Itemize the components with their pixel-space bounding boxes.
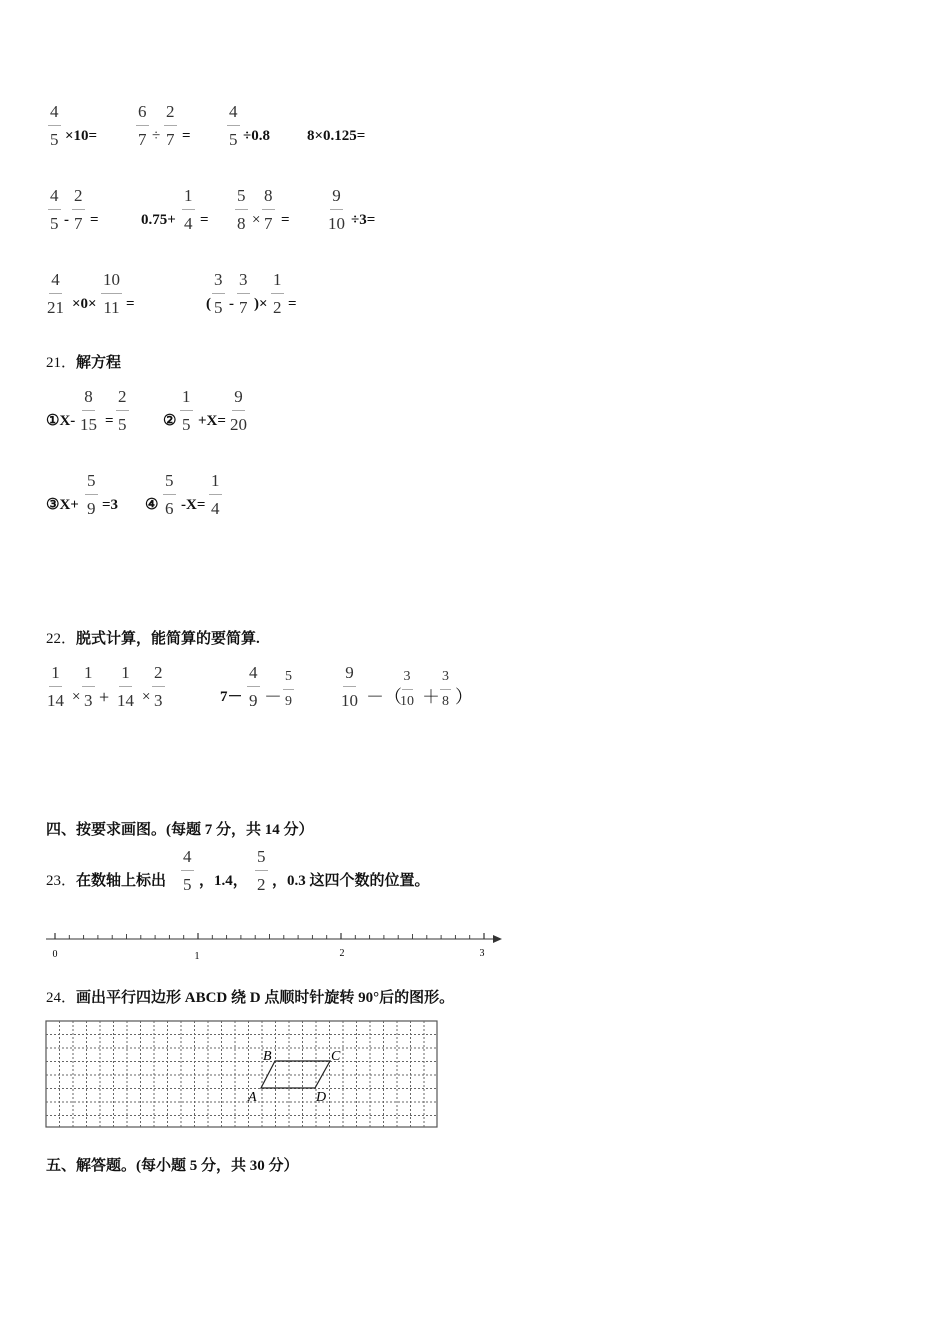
fraction: 1 2: [273, 270, 282, 317]
fraction: 4 9: [249, 663, 258, 710]
vertex-label-b: B: [263, 1049, 272, 1064]
equation-prefix: ①X-: [46, 413, 76, 429]
fraction: 2 5: [118, 387, 127, 434]
operator-text: +X=: [198, 413, 226, 429]
question-23-prefix: 23．在数轴上标出: [46, 873, 167, 889]
operator-text: -: [64, 212, 69, 228]
operator-text: =: [126, 296, 135, 312]
operator-text: 8×0.125=: [307, 128, 366, 144]
operator-text: ×: [142, 689, 151, 705]
fraction: 9 10: [341, 663, 358, 710]
fraction: 5 9: [87, 471, 96, 518]
operator-text: －（: [366, 687, 402, 707]
fraction: 4 21: [47, 270, 64, 317]
operator-text: 7－: [220, 689, 243, 705]
fraction: 2 7: [74, 186, 83, 233]
equation-prefix: ③X+: [46, 497, 79, 513]
fraction: 2 3: [154, 663, 163, 710]
vertex-label-a: A: [248, 1090, 257, 1105]
question-21-heading: 21．解方程: [46, 355, 122, 371]
operator-text: ）: [455, 687, 473, 707]
number-line-ticks: [55, 933, 484, 939]
operator-text: =: [182, 128, 191, 144]
operator-text: －: [264, 687, 282, 707]
axis-label-0: 0: [52, 949, 58, 960]
fraction: 5 9: [285, 669, 292, 709]
grid-border: [46, 1021, 437, 1127]
fraction: 1 14: [117, 663, 134, 710]
operator-text: ×10=: [65, 128, 98, 144]
vertex-label-c: C: [331, 1049, 341, 1064]
axis-label-3: 3: [479, 948, 485, 959]
grid-diagram: [45, 1020, 439, 1130]
operator-text: ÷3=: [351, 212, 376, 228]
fraction: 4 5: [50, 102, 59, 149]
fraction: 5 8: [237, 186, 246, 233]
operator-text: ×: [72, 689, 81, 705]
fraction: 3 10: [400, 669, 414, 709]
fraction: 4 5: [229, 102, 238, 149]
fraction: 5 6: [165, 471, 174, 518]
section-4-title: 四、按要求画图。(每题 7 分，共 14 分）: [46, 822, 314, 838]
fraction: 1 14: [47, 663, 64, 710]
operator-text: (: [206, 296, 211, 312]
fraction: 1 3: [84, 663, 93, 710]
operator-text: =: [281, 212, 290, 228]
fraction: 10 11: [103, 270, 120, 317]
operator-text: +: [99, 687, 110, 707]
fraction: 8 15: [80, 387, 97, 434]
fraction: 4 5: [50, 186, 59, 233]
number-line: [40, 925, 510, 965]
operator-text: ×: [252, 212, 261, 228]
grid-lines: [46, 1021, 437, 1127]
fraction: 1 4: [184, 186, 193, 233]
fraction: 1 4: [211, 471, 220, 518]
section-5-title: 五、解答题。(每小题 5 分，共 30 分）: [46, 1158, 299, 1174]
fraction: 1 5: [182, 387, 191, 434]
operator-text: -: [229, 296, 234, 312]
operator-text: =: [105, 413, 114, 429]
vertex-label-d: D: [316, 1090, 327, 1105]
equation-prefix: ②: [163, 413, 177, 429]
fraction: 5 2: [257, 847, 266, 894]
fraction: 9 10: [328, 186, 345, 233]
question-24-heading: 24．画出平行四边形 ABCD 绕 D 点顺时针旋转 90°后的图形。: [46, 990, 455, 1006]
operator-text: ÷0.8: [243, 128, 270, 144]
operator-text: )×: [254, 296, 268, 312]
fraction: 9 20: [230, 387, 247, 434]
operator-text: ，1.4，: [199, 873, 248, 889]
operator-text: 0.75+: [141, 212, 176, 228]
operator-text: =: [90, 212, 99, 228]
axis-label-2: 2: [339, 948, 345, 959]
operator-text: =: [288, 296, 297, 312]
fraction: 8 7: [264, 186, 273, 233]
operator-text: ，0.3 这四个数的位置。: [272, 873, 430, 889]
fraction: 2 7: [166, 102, 175, 149]
fraction: 3 8: [442, 669, 449, 709]
operator-text: -X=: [181, 497, 206, 513]
operator-text: ＋: [422, 687, 440, 707]
operator-text: =3: [102, 497, 119, 513]
fraction: 3 7: [239, 270, 248, 317]
operator-text: ×0×: [72, 296, 97, 312]
question-22-heading: 22．脱式计算，能简算的要简算.: [46, 631, 260, 647]
operator-text: ÷: [152, 128, 161, 144]
fraction: 4 5: [183, 847, 192, 894]
operator-text: =: [200, 212, 209, 228]
axis-label-1: 1: [194, 951, 200, 962]
fraction: 6 7: [138, 102, 147, 149]
fraction: 3 5: [214, 270, 223, 317]
arrow-head-icon: [493, 935, 502, 943]
equation-prefix: ④: [145, 497, 159, 513]
